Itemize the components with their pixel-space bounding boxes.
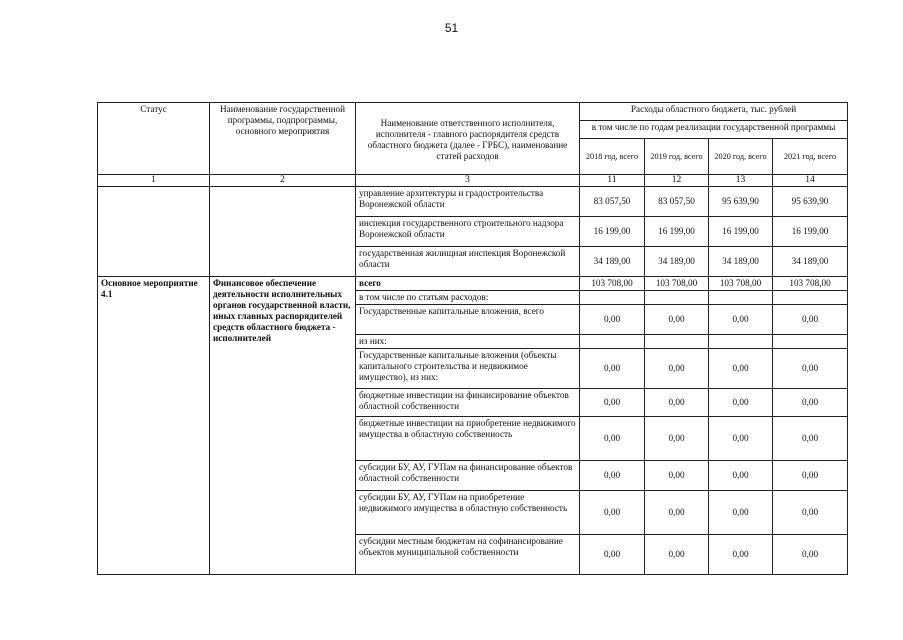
value-2020: 0,00 — [709, 349, 773, 389]
table-row — [98, 277, 848, 291]
value-2019: 0,00 — [645, 417, 709, 461]
row-label: государственная жилищная инспекция Воронежской области — [356, 247, 580, 277]
value-2019 — [645, 335, 709, 349]
value-2018: 0,00 — [580, 389, 645, 417]
header-year-2021: 2021 год, всего — [773, 139, 848, 175]
row-label: управление архитектуры и градостроительства Воронежской области — [356, 187, 580, 217]
value-2021 — [773, 291, 848, 305]
header-year-2020: 2020 год, всего — [709, 139, 773, 175]
value-2021 — [773, 335, 848, 349]
value-2018: 34 189,00 — [580, 247, 645, 277]
value-2020 — [709, 291, 773, 305]
value-2019: 0,00 — [645, 491, 709, 535]
header-expenses: Расходы областного бюджета, тыс. рублей — [580, 103, 848, 121]
value-2020: 0,00 — [709, 389, 773, 417]
value-2021: 103 708,00 — [773, 277, 848, 291]
row-label: субсидии местным бюджетам на софинансирование объектов муниципальной собственности — [356, 535, 580, 575]
column-number: 12 — [645, 175, 709, 187]
row-label: субсидии БУ, АУ, ГУПам на приобретение недвижимого имущества в областную собственность — [356, 491, 580, 535]
value-2019 — [645, 291, 709, 305]
value-2020: 0,00 — [709, 417, 773, 461]
value-2020: 103 708,00 — [709, 277, 773, 291]
value-2021: 0,00 — [773, 389, 848, 417]
row-label: из них: — [356, 335, 580, 349]
value-2021: 0,00 — [773, 535, 848, 575]
header-year-2019: 2019 год, всего — [645, 139, 709, 175]
value-2018: 16 199,00 — [580, 217, 645, 247]
value-2020: 0,00 — [709, 305, 773, 335]
row-label: бюджетные инвестиции на приобретение недвижимого имущества в областную собственность — [356, 417, 580, 461]
value-2019: 103 708,00 — [645, 277, 709, 291]
row-label: бюджетные инвестиции на финансирование объектов областной собственности — [356, 389, 580, 417]
value-2020: 16 199,00 — [709, 217, 773, 247]
value-2020: 95 639,90 — [709, 187, 773, 217]
header-year-2018: 2018 год, всего — [580, 139, 645, 175]
header-status: Статус — [98, 103, 210, 175]
header-executor: Наименование ответственного исполнителя, исполнителя - главного распорядителя средств областного бюджета (далее - ГРБС), наименование статей расходов — [356, 103, 580, 175]
value-2018 — [580, 291, 645, 305]
value-2018 — [580, 335, 645, 349]
value-2019: 0,00 — [645, 461, 709, 491]
column-number-row — [98, 175, 848, 187]
header-by-years: в том числе по годам реализации государственной программы — [580, 121, 848, 139]
status-cell-empty — [98, 187, 210, 277]
value-2020: 34 189,00 — [709, 247, 773, 277]
value-2019: 0,00 — [645, 305, 709, 335]
value-2018: 0,00 — [580, 417, 645, 461]
value-2021: 34 189,00 — [773, 247, 848, 277]
budget-table — [97, 102, 848, 575]
value-2021: 0,00 — [773, 417, 848, 461]
column-number: 2 — [210, 175, 356, 187]
column-number: 3 — [356, 175, 580, 187]
value-2018: 0,00 — [580, 535, 645, 575]
value-2021: 0,00 — [773, 349, 848, 389]
value-2020 — [709, 335, 773, 349]
table-row — [98, 187, 848, 217]
value-2020: 0,00 — [709, 491, 773, 535]
row-label: всего — [356, 277, 580, 291]
value-2019: 83 057,50 — [645, 187, 709, 217]
value-2019: 0,00 — [645, 389, 709, 417]
value-2021: 95 639,90 — [773, 187, 848, 217]
row-label: Государственные капитальные вложения, всего — [356, 305, 580, 335]
value-2021: 16 199,00 — [773, 217, 848, 247]
value-2018: 0,00 — [580, 491, 645, 535]
value-2018: 0,00 — [580, 461, 645, 491]
column-number: 13 — [709, 175, 773, 187]
program-cell-empty — [210, 187, 356, 277]
value-2018: 83 057,50 — [580, 187, 645, 217]
value-2020: 0,00 — [709, 535, 773, 575]
header-program-name: Наименование государственной программы, подпрограммы, основного мероприятия — [210, 103, 356, 175]
main-event-name: Финансовое обеспечение деятельности исполнительных органов государственной власти, иных главных распорядителей средств областного бюджета - исполнителей — [210, 277, 356, 575]
row-label: инспекция государственного строительного надзора Воронежской области — [356, 217, 580, 247]
value-2020: 0,00 — [709, 461, 773, 491]
row-label: в том числе по статьям расходов: — [356, 291, 580, 305]
value-2019: 16 199,00 — [645, 217, 709, 247]
column-number: 1 — [98, 175, 210, 187]
value-2021: 0,00 — [773, 461, 848, 491]
value-2019: 34 189,00 — [645, 247, 709, 277]
value-2018: 103 708,00 — [580, 277, 645, 291]
column-number: 14 — [773, 175, 848, 187]
value-2019: 0,00 — [645, 349, 709, 389]
value-2018: 0,00 — [580, 349, 645, 389]
value-2021: 0,00 — [773, 305, 848, 335]
page-number: 51 — [444, 21, 459, 35]
row-label: Государственные капитальные вложения (объекты капитального строительства и недвижимое имущество), из них: — [356, 349, 580, 389]
column-number: 11 — [580, 175, 645, 187]
value-2018: 0,00 — [580, 305, 645, 335]
value-2019: 0,00 — [645, 535, 709, 575]
row-label: субсидии БУ, АУ, ГУПам на финансирование объектов областной собственности — [356, 461, 580, 491]
main-event-status: Основное мероприятие 4.1 — [98, 277, 210, 575]
value-2021: 0,00 — [773, 491, 848, 535]
